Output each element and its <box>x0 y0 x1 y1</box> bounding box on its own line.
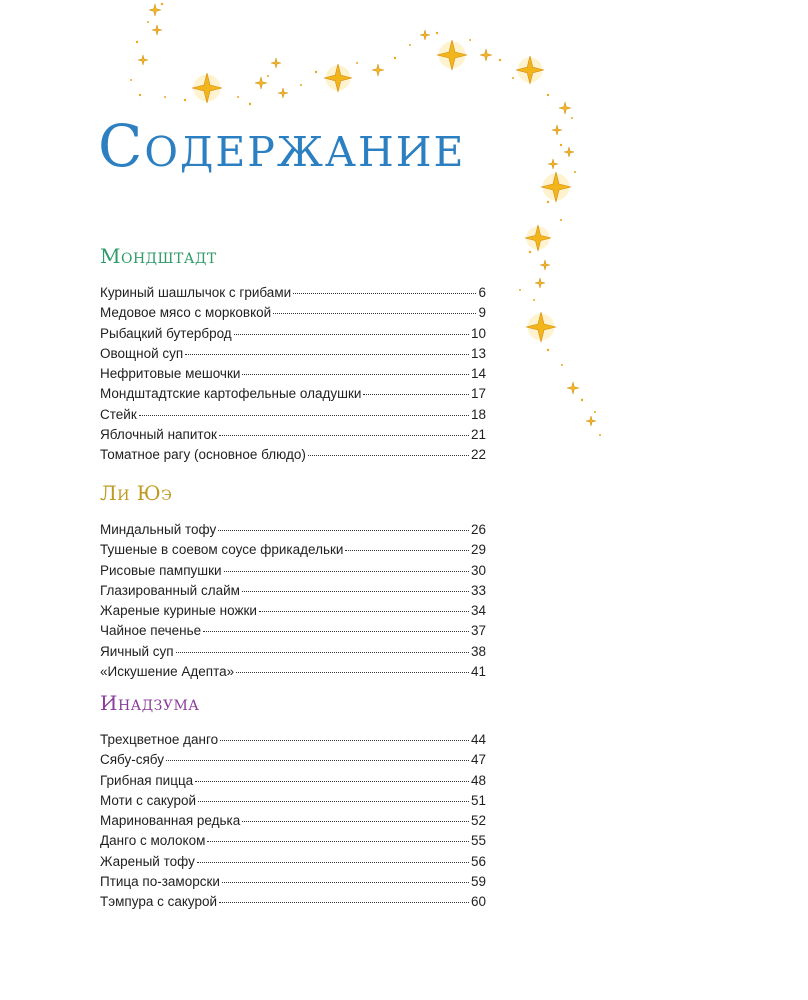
dot-leader <box>308 455 469 456</box>
sparkle-dot <box>147 21 149 23</box>
sparkle-dot <box>561 364 563 366</box>
sparkle-star <box>278 88 288 98</box>
toc-entry <box>100 831 486 851</box>
entry-page-number: 18 <box>470 406 486 422</box>
toc-entry <box>100 364 486 384</box>
entry-name: Трехцветное данго <box>100 732 219 747</box>
sparkle-dot <box>409 44 411 46</box>
entry-name: Тушеные в соевом соусе фрикадельки <box>100 542 344 558</box>
entry-name: Медовое мясо с морковкой <box>100 305 272 321</box>
sparkle-dot <box>164 96 166 98</box>
sparkle-star <box>586 416 596 426</box>
toc-list <box>100 730 486 912</box>
entry-name: Моти с сакурой <box>100 792 197 808</box>
sparkle-star <box>255 77 267 89</box>
entry-page-number: 37 <box>470 623 486 639</box>
sparkle-dot <box>547 94 549 96</box>
entry-name: Куриный шашлычок с грибами <box>100 285 292 300</box>
toc-entry <box>100 811 486 831</box>
sparkle-star <box>372 64 384 76</box>
entry-name: Яичный суп <box>100 643 174 659</box>
toc-entry <box>100 303 486 323</box>
toc-entry <box>100 405 486 425</box>
sparkle-dot <box>184 99 186 101</box>
dot-leader <box>224 571 469 572</box>
toc-entry <box>100 283 486 303</box>
sparkle-star <box>271 58 281 68</box>
dot-leader <box>197 862 469 863</box>
entry-page-number: 48 <box>470 772 486 788</box>
sparkle-star <box>149 4 161 16</box>
entry-name: Рисовые пампушки <box>100 562 222 578</box>
dot-leader <box>242 591 469 592</box>
entry-name: Данго с молоком <box>100 833 206 849</box>
sparkle-star <box>526 312 556 342</box>
toc-entry <box>100 540 486 560</box>
entry-page-number: 41 <box>470 663 486 679</box>
sparkle-dot <box>560 219 562 221</box>
sparkle-dot <box>139 94 141 96</box>
dot-leader <box>198 801 469 802</box>
sparkle-dot <box>529 251 531 253</box>
entry-page-number: 51 <box>470 792 486 808</box>
entry-page-number: 6 <box>478 285 486 300</box>
dot-leader <box>203 631 469 632</box>
sparkle-dot <box>237 96 239 98</box>
toc-entry <box>100 344 486 364</box>
entry-name: Нефритовые мешочки <box>100 366 241 381</box>
sparkle-star <box>564 147 574 157</box>
entry-page-number: 17 <box>470 386 486 402</box>
sparkle-star <box>525 225 551 251</box>
sparkle-star <box>516 56 544 84</box>
entry-name: Стейк <box>100 406 137 422</box>
toc-entry <box>100 520 486 540</box>
entry-name: Птица по-заморски <box>100 873 220 889</box>
dot-leader <box>166 760 469 761</box>
entry-name: Тэмпура с сакурой <box>100 894 218 909</box>
dot-leader <box>363 394 469 395</box>
sparkle-dot <box>469 39 471 41</box>
entry-page-number: 47 <box>470 752 486 768</box>
section-title: Мондштадт <box>100 244 217 268</box>
dot-leader <box>293 293 476 294</box>
entry-page-number: 44 <box>470 732 486 747</box>
sparkle-dot <box>547 349 549 351</box>
dot-leader <box>236 672 469 673</box>
sparkle-star <box>138 55 148 65</box>
entry-page-number: 21 <box>470 426 486 442</box>
sparkle-star <box>559 102 571 114</box>
toc-entry <box>100 750 486 770</box>
entry-name: «Искушение Адепта» <box>100 663 235 679</box>
dot-leader <box>139 415 469 416</box>
entry-name: Сябу-сябу <box>100 752 164 768</box>
sparkle-dot <box>571 117 573 119</box>
toc-entry <box>100 791 486 811</box>
entry-name: Овощной суп <box>100 345 184 361</box>
sparkle-star <box>567 382 579 394</box>
sparkle-dot <box>581 399 583 401</box>
dot-leader <box>185 354 469 355</box>
sparkle-star <box>480 49 492 61</box>
sparkle-dot <box>499 59 501 61</box>
dot-leader <box>219 435 469 436</box>
entry-page-number: 10 <box>470 325 486 341</box>
sparkle-star <box>548 159 558 169</box>
entry-name: Грибная пицца <box>100 772 194 788</box>
sparkle-star <box>541 172 571 202</box>
entry-page-number: 30 <box>470 562 486 578</box>
sparkle-star <box>540 260 550 270</box>
entry-name: Яблочный напиток <box>100 426 217 442</box>
sparkle-dot <box>130 79 132 81</box>
sparkle-star <box>152 25 162 35</box>
entry-page-number: 59 <box>470 873 486 889</box>
section-inazuma <box>100 690 486 912</box>
dot-leader <box>273 313 476 314</box>
dot-leader <box>259 611 469 612</box>
toc-entry <box>100 771 486 791</box>
toc-entry <box>100 621 486 641</box>
entry-page-number: 55 <box>470 833 486 849</box>
entry-page-number: 13 <box>470 345 486 361</box>
entry-page-number: 14 <box>470 366 486 381</box>
entry-page-number: 52 <box>470 813 486 828</box>
toc-entry <box>100 581 486 601</box>
toc-entry <box>100 425 486 445</box>
toc-list <box>100 520 486 682</box>
dot-leader <box>207 841 469 842</box>
sparkle-star <box>324 64 352 92</box>
section-mondstadt <box>100 243 486 465</box>
sparkle-star <box>192 73 222 103</box>
entry-name: Глазированный слайм <box>100 582 240 598</box>
sparkle-dot <box>315 71 317 73</box>
entry-name: Чайное печенье <box>100 623 202 639</box>
sparkle-dot <box>560 144 562 146</box>
entry-page-number: 38 <box>470 643 486 659</box>
toc-entry <box>100 324 486 344</box>
dot-leader <box>345 550 469 551</box>
sparkle-star <box>535 278 545 288</box>
sparkle-dot <box>249 103 251 105</box>
toc-entry <box>100 872 486 892</box>
toc-entry <box>100 852 486 872</box>
entry-page-number: 34 <box>470 603 486 618</box>
toc-list <box>100 283 486 465</box>
dot-leader <box>222 882 469 883</box>
sparkle-dot <box>161 3 163 5</box>
sparkle-star <box>437 40 467 70</box>
page-title: Содержание <box>98 112 466 180</box>
toc-entry <box>100 384 486 404</box>
toc-entry <box>100 892 486 912</box>
section-title: Ли Юэ <box>100 481 173 505</box>
dot-leader <box>234 334 469 335</box>
sparkle-dot <box>394 57 396 59</box>
sparkle-dot <box>300 84 302 86</box>
sparkle-dot <box>594 411 596 413</box>
dot-leader <box>218 530 469 531</box>
entry-page-number: 29 <box>470 542 486 558</box>
sparkle-dot <box>512 77 514 79</box>
sparkle-dot <box>574 171 576 173</box>
section-title: Инадзума <box>100 691 200 715</box>
dot-leader <box>195 781 469 782</box>
sparkle-dot <box>599 434 601 436</box>
toc-entry <box>100 445 486 465</box>
entry-page-number: 22 <box>470 447 486 462</box>
entry-page-number: 56 <box>470 853 486 869</box>
section-liyue <box>100 480 486 682</box>
sparkle-dot <box>519 289 521 291</box>
dot-leader <box>242 374 469 375</box>
sparkle-dot <box>547 201 549 203</box>
sparkle-star <box>552 125 562 135</box>
dot-leader <box>220 740 469 741</box>
toc-entry <box>100 601 486 621</box>
sparkle-dot <box>136 41 138 43</box>
dot-leader <box>219 902 469 903</box>
dot-leader <box>176 652 469 653</box>
entry-page-number: 9 <box>478 305 486 321</box>
sparkle-star <box>420 30 430 40</box>
entry-page-number: 26 <box>470 522 486 537</box>
sparkle-dot <box>533 299 535 301</box>
sparkle-dot <box>436 32 438 34</box>
entry-name: Маринованная редька <box>100 813 241 828</box>
entry-name: Миндальный тофу <box>100 522 217 537</box>
entry-name: Жареный тофу <box>100 853 195 869</box>
sparkle-dot <box>267 75 269 77</box>
sparkle-dot <box>356 62 358 64</box>
toc-entry <box>100 730 486 750</box>
toc-entry <box>100 642 486 662</box>
toc-entry <box>100 561 486 581</box>
entry-name: Томатное рагу (основное блюдо) <box>100 447 306 462</box>
entry-page-number: 60 <box>470 894 486 909</box>
entry-page-number: 33 <box>470 582 486 598</box>
toc-entry <box>100 662 486 682</box>
dot-leader <box>242 821 469 822</box>
entry-name: Мондштадтские картофельные оладушки <box>100 386 362 402</box>
entry-name: Рыбацкий бутерброд <box>100 325 232 341</box>
entry-name: Жареные куриные ножки <box>100 603 257 618</box>
